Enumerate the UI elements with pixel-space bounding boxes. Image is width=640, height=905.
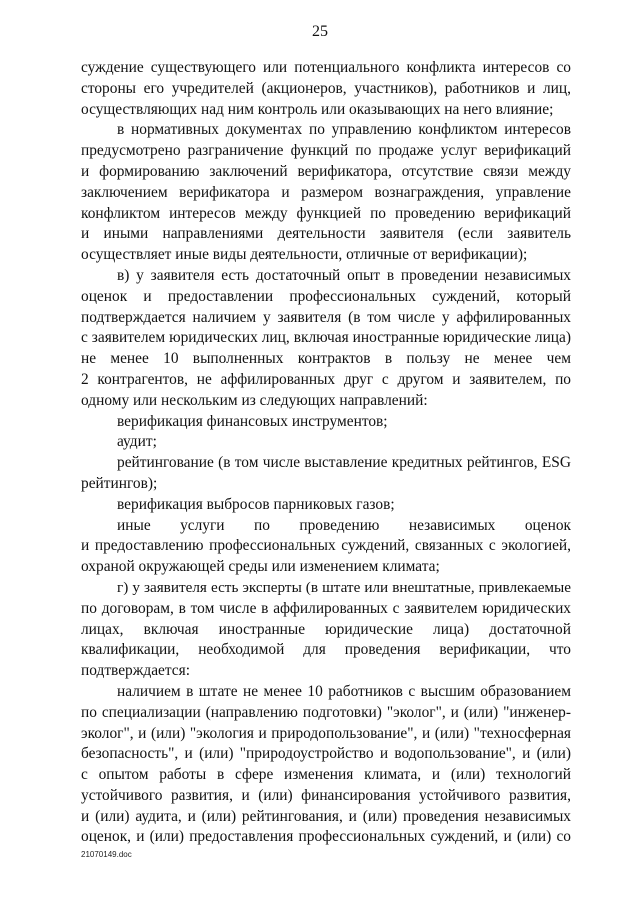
text-line: в) у заявителя есть достаточный опыт в проведении независимых: [117, 266, 571, 284]
text-line: в нормативных документах по управлению конфликтом интересов: [117, 121, 571, 139]
text-line: не менее 10 выполненных контрактов в пользу не менее чем: [81, 350, 571, 368]
text-line: стороны его учредителей (акционеров, участников), работников и лиц,: [81, 79, 571, 97]
text-line: верификация выбросов парниковых газов;: [117, 495, 395, 513]
text-line: г) у заявителя есть эксперты (в штате или внештатные, привлекаемые: [117, 578, 571, 596]
text-line: с заявителем юридических лиц, включая иностранные юридические лица): [81, 329, 571, 347]
text-line: наличием в штате не менее 10 работников с высшим образованием: [117, 682, 571, 700]
text-line: оценок и предоставлении профессиональных суждений, который: [81, 287, 571, 305]
text-line: эколог", и (или) "экология и природопользование", и (или) "техносферная: [81, 724, 571, 742]
text-line: по специализации (направлению подготовки) "эколог", и (или) "инженер-: [81, 703, 571, 721]
text-line: рейтингов);: [81, 474, 158, 492]
text-line: охраной окружающей среды или изменением климата;: [81, 558, 440, 576]
text-line: одному или нескольким из следующих направлений:: [81, 391, 428, 409]
text-line: лицах, включая иностранные юридические лица) достаточной: [81, 620, 571, 638]
page-number: 25: [312, 23, 328, 40]
text-line: подтверждается наличием у заявителя (в том числе у аффилированных: [81, 308, 571, 326]
document-body: [81, 58, 571, 848]
text-line: оценок, и (или) предоставления профессиональных суждений, и (или) со: [81, 828, 571, 846]
text-line: рейтингование (в том числе выставление кредитных рейтингов, ESG: [117, 454, 571, 472]
text-line: заключением верификатора и размером вознаграждения, управление: [81, 183, 571, 201]
text-line: и иными направлениями деятельности заявителя (если заявитель: [81, 225, 571, 243]
text-line: с опытом работы в сфере изменения климата, и (или) технологий: [81, 766, 571, 784]
text-line: и предоставлению профессиональных суждений, связанных с экологией,: [81, 537, 571, 555]
text-line: аудит;: [117, 433, 157, 451]
text-line: суждение существующего или потенциального конфликта интересов со: [81, 59, 571, 76]
text-line: подтверждается:: [81, 662, 190, 680]
text-line: осуществляет иные виды деятельности, отличные от верификации);: [81, 246, 528, 264]
text-line: и формированию заключений верификатора, отсутствие связи между: [81, 162, 571, 180]
text-line: осуществляющих над ним контроль или оказывающих на него влияние;: [81, 100, 554, 118]
text-line: безопасность", и (или) "природоустройство и водопользование", и (или): [81, 745, 571, 763]
text-line: по договорам, в том числе в аффилированных с заявителем юридических: [81, 599, 571, 617]
text-line: конфликтом интересов между функцией по проведению верификаций: [81, 204, 571, 222]
file-name-footer: 21070149.doc: [81, 850, 132, 859]
text-line: и (или) аудита, и (или) рейтингования, и (или) проведения независимых: [81, 807, 571, 825]
text-line: квалификации, необходимой для проведения верификации, что: [81, 641, 571, 659]
text-line: иные услуги по проведению независимых оценок: [117, 516, 571, 534]
text-line: 2 контрагентов, не аффилированных друг с другом и заявителем, по: [81, 370, 571, 388]
text-line: верификация финансовых инструментов;: [117, 412, 388, 430]
text-line: предусмотрено разграничение функций по продаже услуг верификаций: [81, 142, 571, 160]
text-line: устойчивого развития, и (или) финансирования устойчивого развития,: [81, 786, 571, 804]
